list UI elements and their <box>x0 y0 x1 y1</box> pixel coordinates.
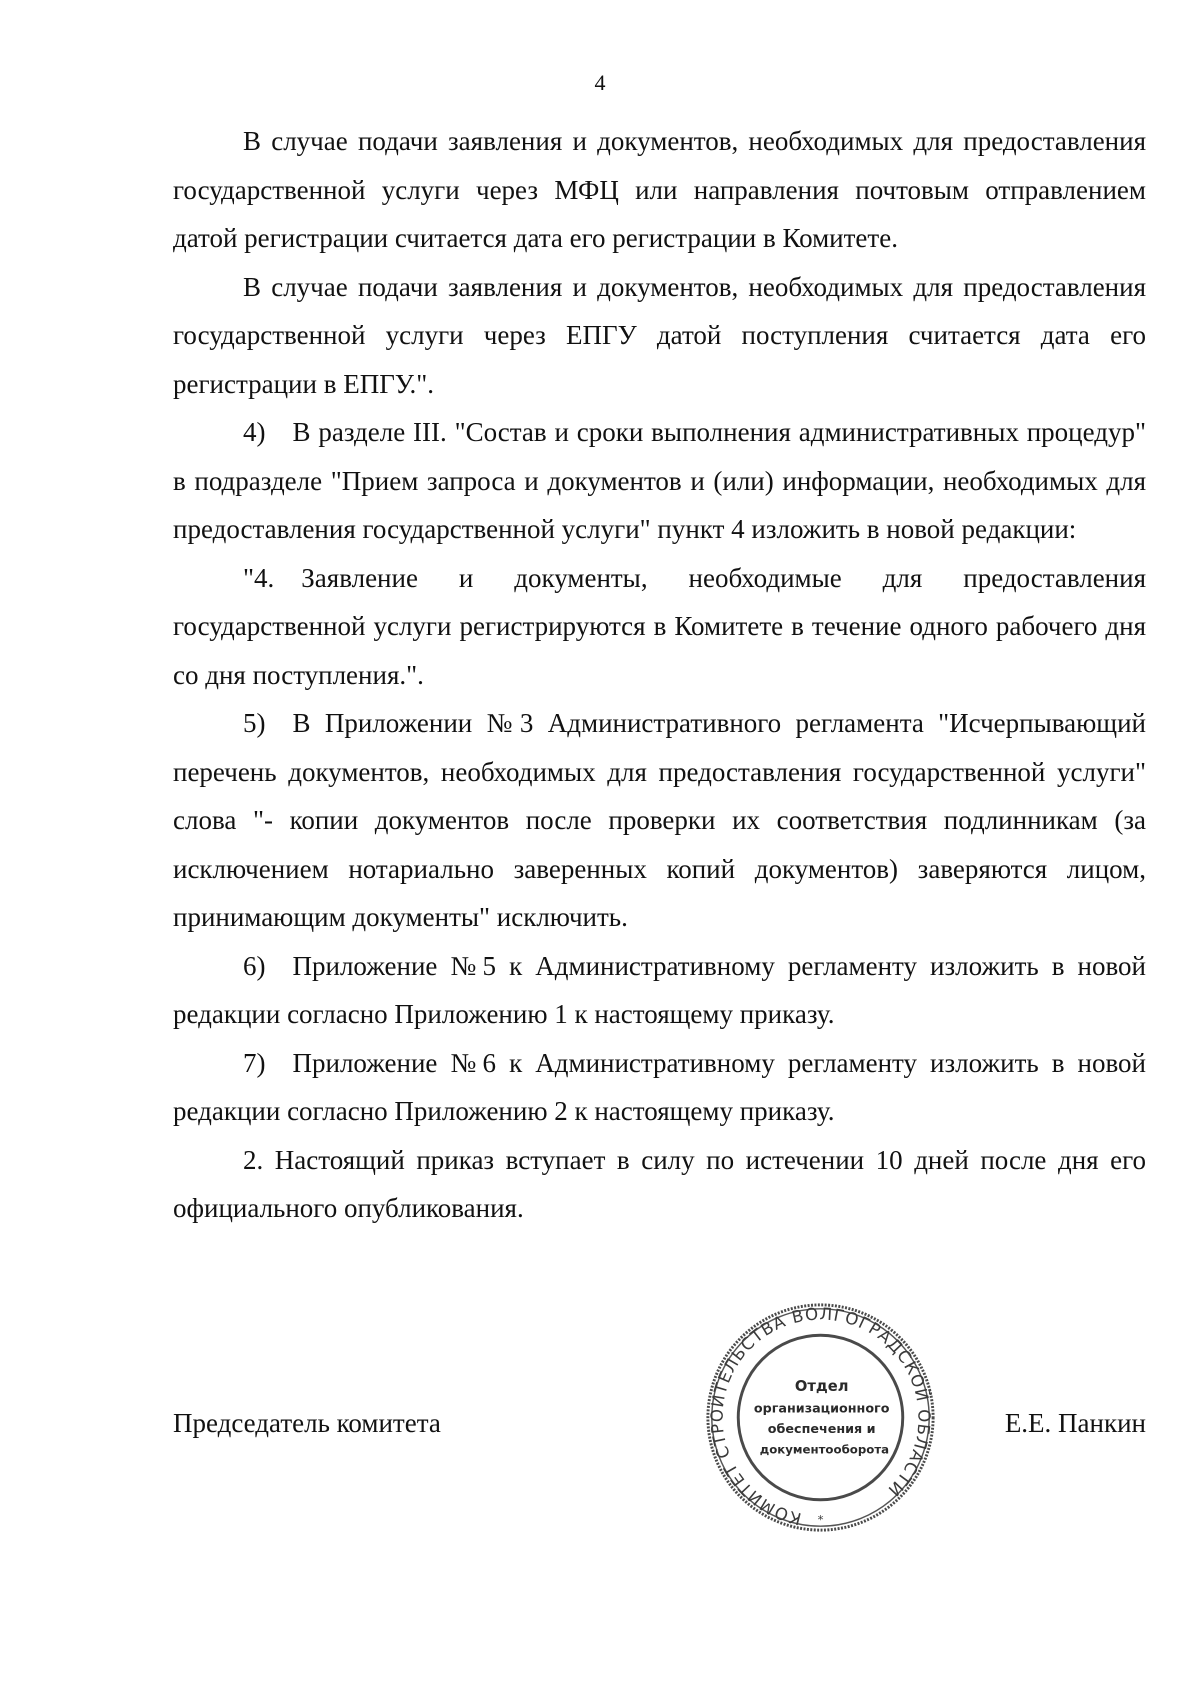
paragraph: В случае подачи заявления и документов, необходимых для предоставления государственной услуги через МФЦ или направления почтовым отправлением датой регистрации считается дата его регистрации в Комитете. <box>173 126 1146 253</box>
seal-outer-text: КОМИТЕТ СТРОИТЕЛЬСТВА ВОЛГОГРАДСКОЙ ОБЛАСТИ <box>707 1304 934 1529</box>
page-number: 4 <box>594 70 606 95</box>
seal-inner-line: организационного <box>753 1400 890 1416</box>
signer-title: Председатель комитета <box>173 1408 441 1438</box>
signer-name: Е.Е. Панкин <box>1004 1408 1146 1438</box>
svg-text:КОМИТЕТ СТРОИТЕЛЬСТВА ВОЛГОГРА <box>707 1304 933 1528</box>
paragraph: 2. Настоящий приказ вступает в силу по истечении 10 дней после дня его официального опубликования. <box>173 1144 1146 1223</box>
paragraph: В случае подачи заявления и документов, необходимых для предоставления государственной услуги через ЕПГУ датой поступления считается дата его регистрации в ЕПГУ.". <box>173 271 1146 399</box>
seal-inner-line: документооборота <box>759 1442 890 1457</box>
paragraph: 5) В Приложении №3 Административного регламента "Исчерпывающий перечень документов, необходимых для предоставления государственной услуги" слова "- копии документов после проверки их соответствия подлинникам (за исключением нотариально заверенных копий документов) заверяются лицом, принимающим документы" исключить. <box>173 708 1146 932</box>
signature-block <box>173 1408 1146 1448</box>
document-body <box>173 117 1146 1233</box>
svg-text:*: * <box>817 1512 824 1527</box>
official-seal-stamp <box>703 1300 938 1535</box>
seal-inner-line: Отдел <box>794 1378 849 1396</box>
svg-text:Отдел организационного <box>754 1376 895 1457</box>
paragraph: "4. Заявление и документы, необходимые для предоставления государственной услуги регистрируются в Комитете в течение одного рабочего дня со дня поступления.". <box>173 562 1146 690</box>
paragraph: 7) Приложение №6 к Административному регламенту изложить в новой редакции согласно Приложению 2 к настоящему приказу. <box>173 1047 1146 1126</box>
paragraph: 6) Приложение №5 к Административному регламенту изложить в новой редакции согласно Приложению 1 к настоящему приказу. <box>173 950 1146 1029</box>
paragraph: 4) В разделе III. "Состав и сроки выполнения административных процедур" в подразделе "Прием запроса и документов и (или) информации, необходимых для предоставления государственной услуги" пункт 4 изложить в новой редакции: <box>173 417 1146 544</box>
seal-inner-line: обеспечения и <box>767 1421 876 1437</box>
